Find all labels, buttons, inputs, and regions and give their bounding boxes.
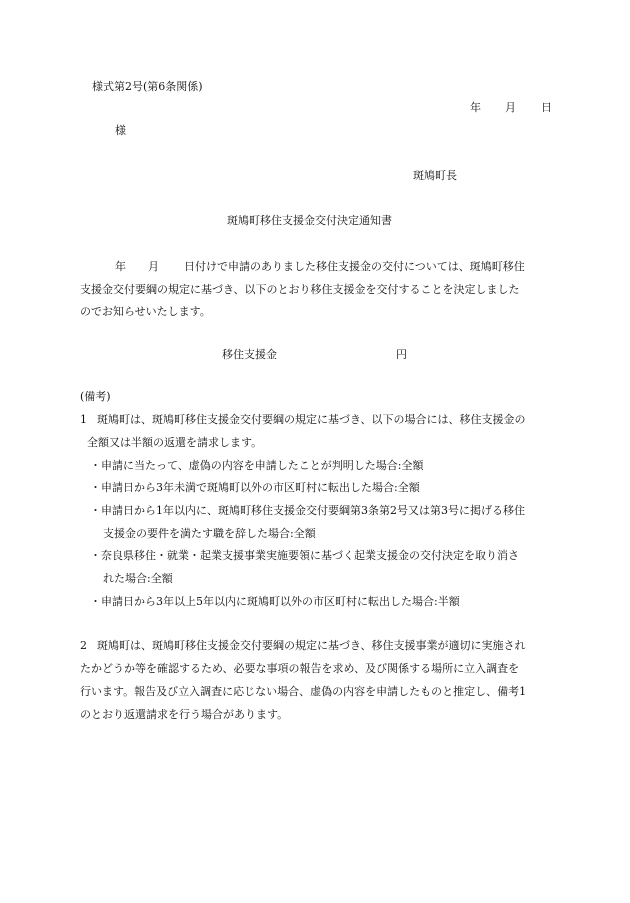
remarks-bullet-1: ・申請に当たって、虚偽の内容を申請したことが判明した場合:全額 xyxy=(90,459,424,472)
remarks-item-1-line-1: 斑鳩町は、斑鳩町移住支援金交付要綱の規定に基づき、以下の場合には、移住支援金の xyxy=(97,413,526,426)
remarks-item-2-line-2: たかどうか等を確認するため、必要な事項の報告を求め、及び関係する場所に立入調査を xyxy=(80,662,520,675)
intro-line-3: のでお知らせいたします。 xyxy=(80,305,211,318)
remarks-item-1-line-2: 全額又は半額の返還を請求します。 xyxy=(87,436,263,449)
remarks-bullet-4-line-2: れた場合:全額 xyxy=(103,572,173,585)
remarks-item-1-number: 1 xyxy=(80,413,87,426)
remarks-item-2-number: 2 xyxy=(80,639,87,652)
form-label: 様式第2号(第6条関係) xyxy=(92,80,203,93)
date-month: 月 xyxy=(505,101,516,114)
remarks-bullet-2: ・申請日から3年未満で斑鳩町以外の市区町村に転出した場合:全額 xyxy=(90,481,420,494)
amount-label: 移住支援金 xyxy=(222,348,277,361)
date-year: 年 xyxy=(470,101,481,114)
issuer-name: 斑鳩町長 xyxy=(413,169,457,182)
remarks-item-2-line-3: 行います。報告及び立入調査に応じない場合、虚偽の内容を申請したものと推定し、備考1 xyxy=(80,685,527,698)
remarks-bullet-3-line-2: 支援金の要件を満たす職を辞した場合:全額 xyxy=(103,527,316,540)
intro-line-1: 日付けで申請のありました移住支援金の交付については、斑鳩町移住 xyxy=(184,260,525,273)
remarks-bullet-5: ・申請日から3年以上5年以内に斑鳩町以外の市区町村に転出した場合:半額 xyxy=(90,595,460,608)
addressee-suffix: 様 xyxy=(115,124,126,137)
intro-year: 年 xyxy=(115,260,126,273)
remarks-item-2-line-4: のとおり返還請求を行う場合があります。 xyxy=(80,708,289,721)
remarks-heading: (備考) xyxy=(80,390,111,403)
remarks-bullet-3-line-1: ・申請日から1年以内に、斑鳩町移住支援金交付要綱第3条第2号又は第3号に掲げる移住 xyxy=(90,504,525,517)
intro-line-2: 支援金交付要綱の規定に基づき、以下のとおり移住支援金を交付することを決定しました xyxy=(80,283,520,296)
remarks-item-2-line-1: 斑鳩町は、斑鳩町移住支援金交付要綱の規定に基づき、移住支援事業が適切に実施され xyxy=(97,639,526,652)
document-title: 斑鳩町移住支援金交付決定通知書 xyxy=(227,214,392,227)
date-day: 日 xyxy=(541,101,552,114)
intro-month: 月 xyxy=(148,260,159,273)
remarks-bullet-4-line-1: ・奈良県移住・就業・起業支援事業実施要領に基づく起業支援金の交付決定を取り消さ xyxy=(90,549,519,562)
amount-unit: 円 xyxy=(396,348,407,361)
